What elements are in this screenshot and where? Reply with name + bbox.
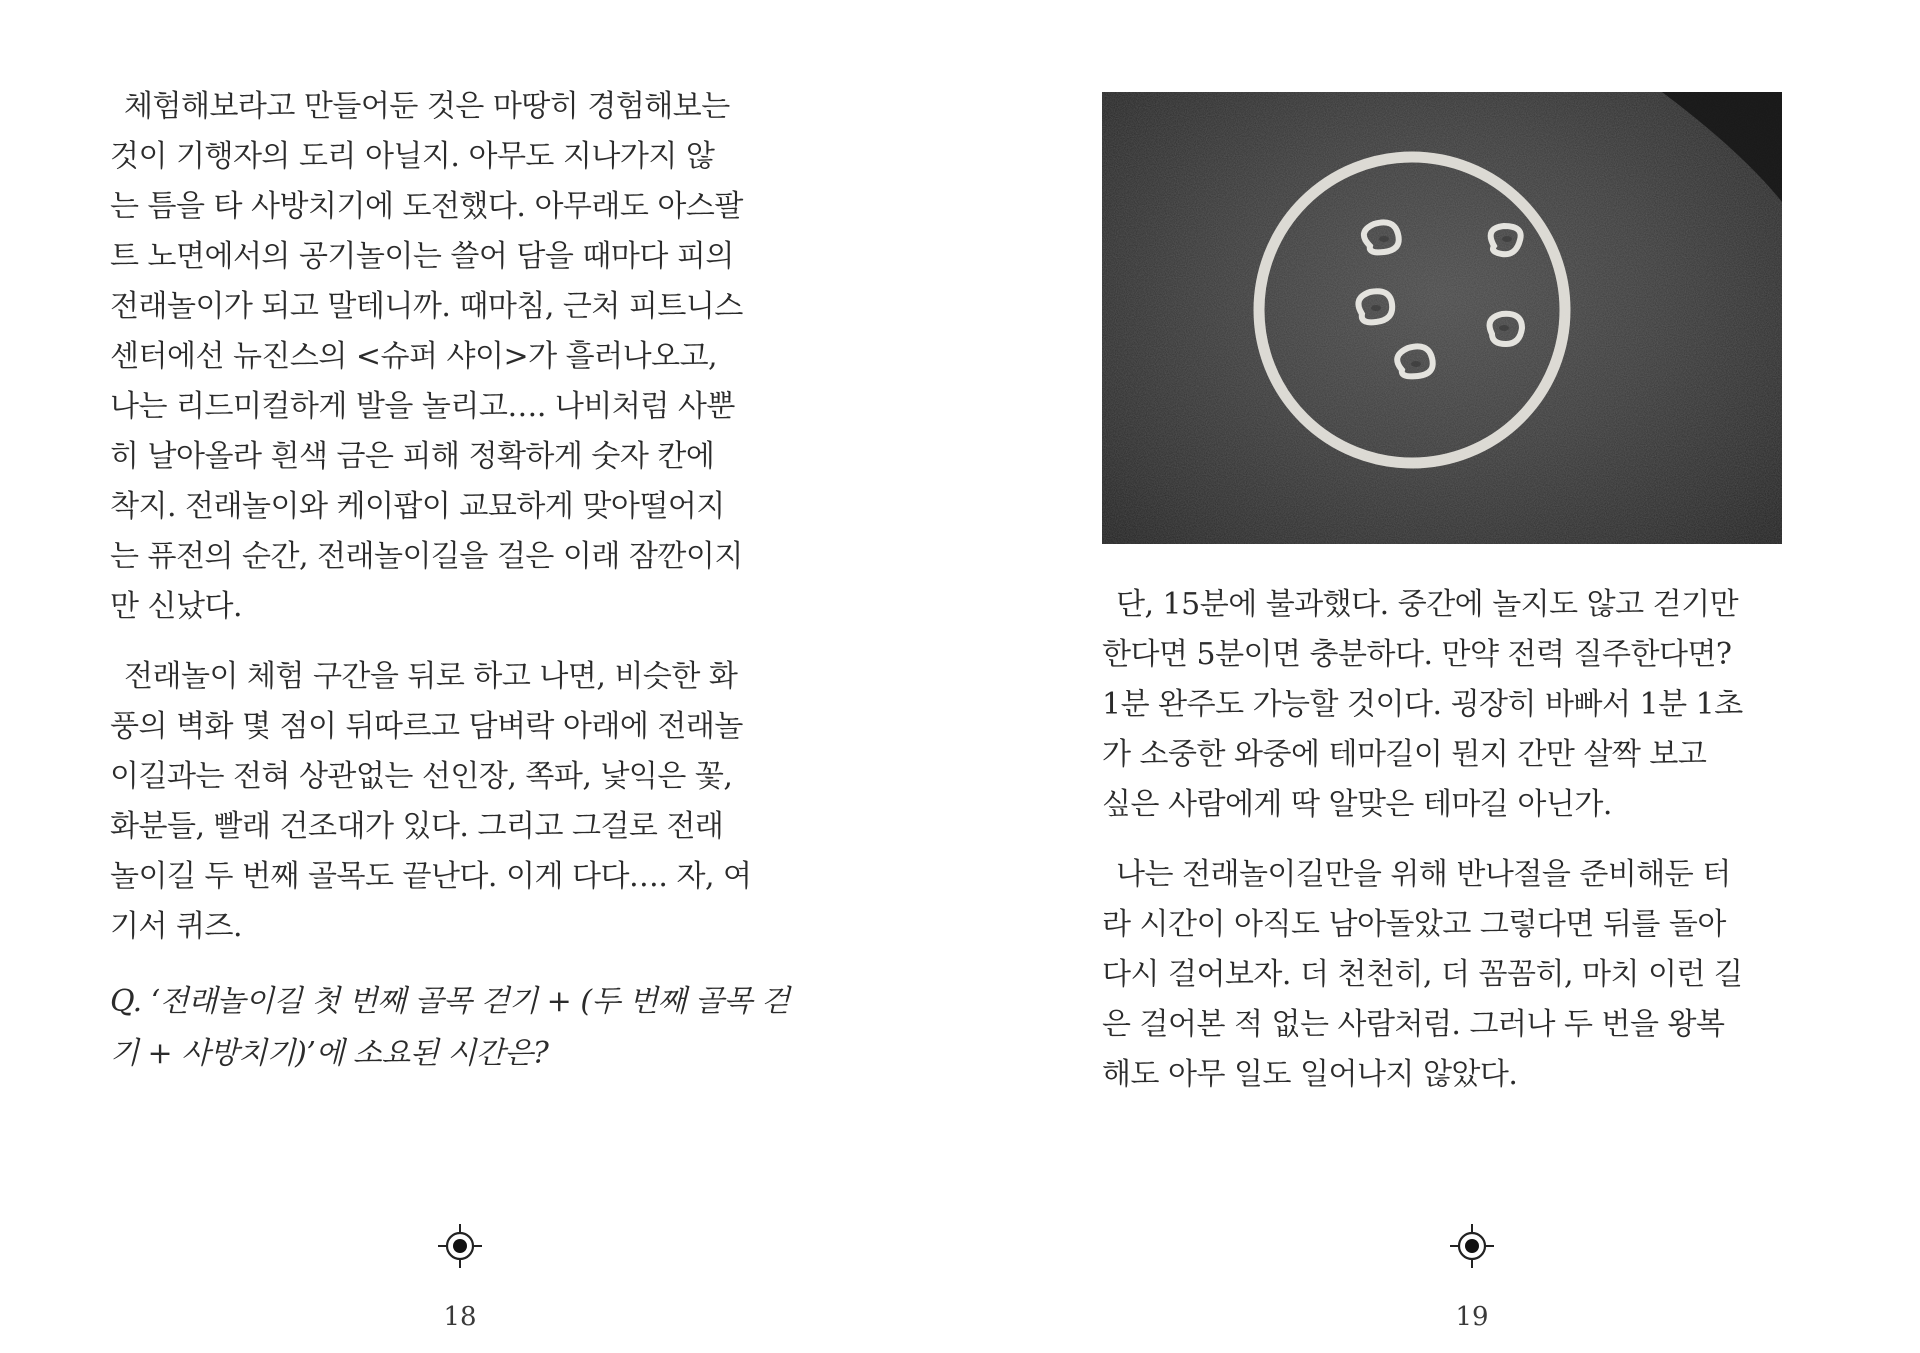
quiz-question: Q. ‘전래놀이길 첫 번째 골목 걷기 + (두 번째 골목 걷 기 + 사방치기)’에 소요된 시간은? <box>110 984 790 1071</box>
right-paragraph-1: 단, 15분에 불과했다. 중간에 놀지도 않고 걷기만 한다면 5분이면 충분하다. 만약 전력 질주한다면? 1분 완주도 가능할 것이다. 굉장히 바빠서 1분 1초 가 소중한 와중에 테마길이 뭔지 간만 살짝 보고 싶은 사람에게 딱 알맞은 테마길 아닌가. <box>1102 587 1743 822</box>
left-paragraph-1: 체험해보라고 만들어둔 것은 마땅히 경험해보는 것이 기행자의 도리 아닐지. 아무도 지나가지 않 는 틈을 타 사방치기에 도전했다. 아무래도 아스팔 트 노면에서의 공기놀이는 쓸어 담을 때마다 피의 전래놀이가 되고 말테니까. 때마침, 근처 피트니스 센터에선 뉴진스의 <슈퍼 샤이>가 흘러나오고, 나는 리드미컬하게 발을 놀리고…. 나비처럼 사뿐 히 날아올라 흰색 금은 피해 정확하게 숫자 칸에 착지. 전래놀이와 케이팝이 교묘하게 맞아떨어지 는 퓨전의 순간, 전래놀이길을 걸은 이래 잠깐이지 만 신났다. <box>110 89 743 624</box>
page-number-left: 18 <box>443 1302 477 1332</box>
compass-icon <box>436 1222 484 1270</box>
page-number-right: 19 <box>1455 1302 1489 1332</box>
left-body-text <box>110 82 792 972</box>
right-body-text <box>1102 580 1784 1120</box>
right-paragraph-2: 나는 전래놀이길만을 위해 반나절을 준비해둔 터 라 시간이 아직도 남아돌았고 그렇다면 뒤를 돌아 다시 걸어보자. 더 천천히, 더 꼼꼼히, 마치 이런 길 은 걸어본 적 없는 사람처럼. 그러나 두 번을 왕복 해도 아무 일도 일어나지 않았다. <box>1102 857 1743 1092</box>
asphalt-circle-photo <box>1102 92 1782 544</box>
photo-illustration <box>1102 92 1782 544</box>
right-page <box>960 0 1920 1353</box>
compass-icon <box>1448 1222 1496 1270</box>
left-paragraph-2: 전래놀이 체험 구간을 뒤로 하고 나면, 비슷한 화 풍의 벽화 몇 점이 뒤따르고 담벼락 아래에 전래놀 이길과는 전혀 상관없는 선인장, 쪽파, 낯익은 꽃, 화분들, 빨래 건조대가 있다. 그리고 그걸로 전래 놀이길 두 번째 골목도 끝난다. 이게 다다…. 자, 여 기서 퀴즈. <box>110 659 752 944</box>
